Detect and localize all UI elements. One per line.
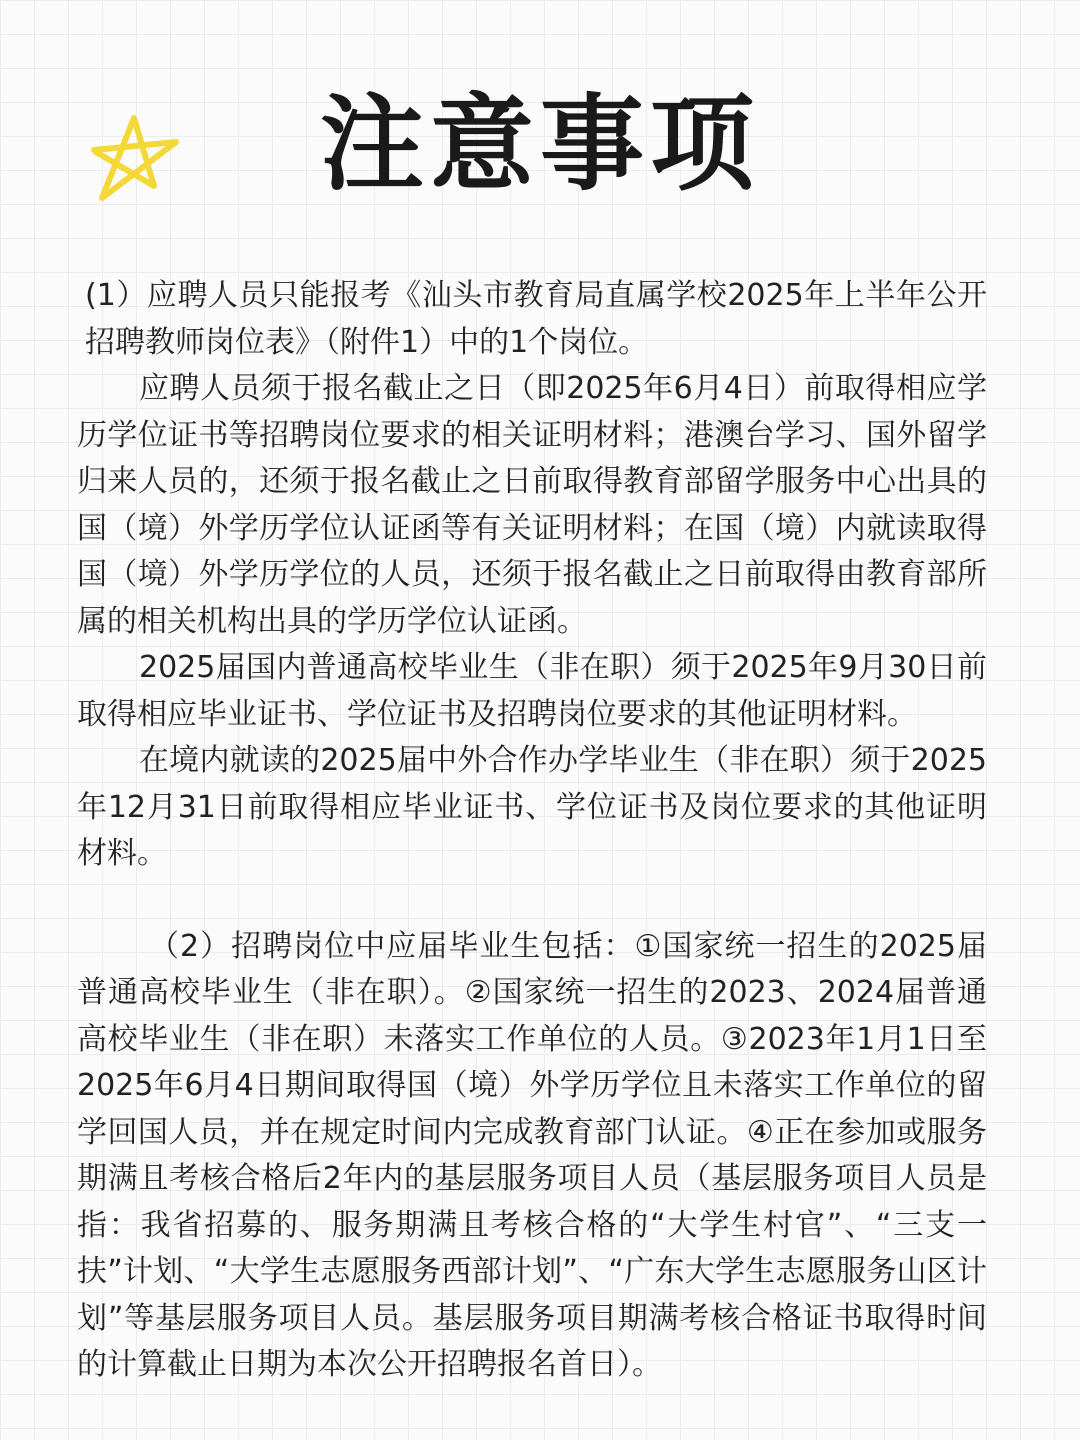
notice-paragraph-4: 在境内就读的2025届中外合作办学毕业生（非在职）须于2025年12月31日前取得相应毕业证书、学位证书及岗位要求的其他证明材料。: [77, 743, 987, 871]
notice-body: [77, 273, 987, 1389]
notice-paragraph-5: （2）招聘岗位中应届毕业生包括：①国家统一招生的2025届普通高校毕业生（非在职）。②国家统一招生的2023、2024届普通高校毕业生（非在职）未落实工作单位的人员。③2023年1月1日至2025年6月4日期间取得国（境）外学历学位且未落实工作单位的留学回国人员，并在规定时间内完成教育部门认证。④正在参加或服务期满且考核合格后2年内的基层服务项目人员（基层服务项目人员是指：我省招募的、服务期满且考核合格的“大学生村官”、“三支一扶”计划、“大学生志愿服务西部计划”、“广东大学生志愿服务山区计划”等基层服务项目人员。基层服务项目期满考核合格证书取得时间的计算截止日期为本次公开招聘报名首日）。: [77, 928, 987, 1382]
notice-paragraph-3: 2025届国内普通高校毕业生（非在职）须于2025年9月30日前取得相应毕业证书、学位证书及招聘岗位要求的其他证明材料。: [77, 650, 987, 732]
notice-paragraph-2: 应聘人员须于报名截止之日（即2025年6月4日）前取得相应学历学位证书等招聘岗位要求的相关证明材料；港澳台学习、国外留学归来人员的，还须于报名截止之日前取得教育部留学服务中心出具的国（境）外学历学位认证函等有关证明材料；在国（境）内就读取得国（境）外学历学位的人员，还须于报名截止之日前取得由教育部所属的相关机构出具的学历学位认证函。: [77, 371, 987, 639]
page-title: 注意事项: [319, 83, 760, 205]
notice-paragraph-1: (1）应聘人员只能报考《汕头市教育局直属学校2025年上半年公开招聘教师岗位表》（附件1）中的1个岗位。: [85, 278, 987, 360]
